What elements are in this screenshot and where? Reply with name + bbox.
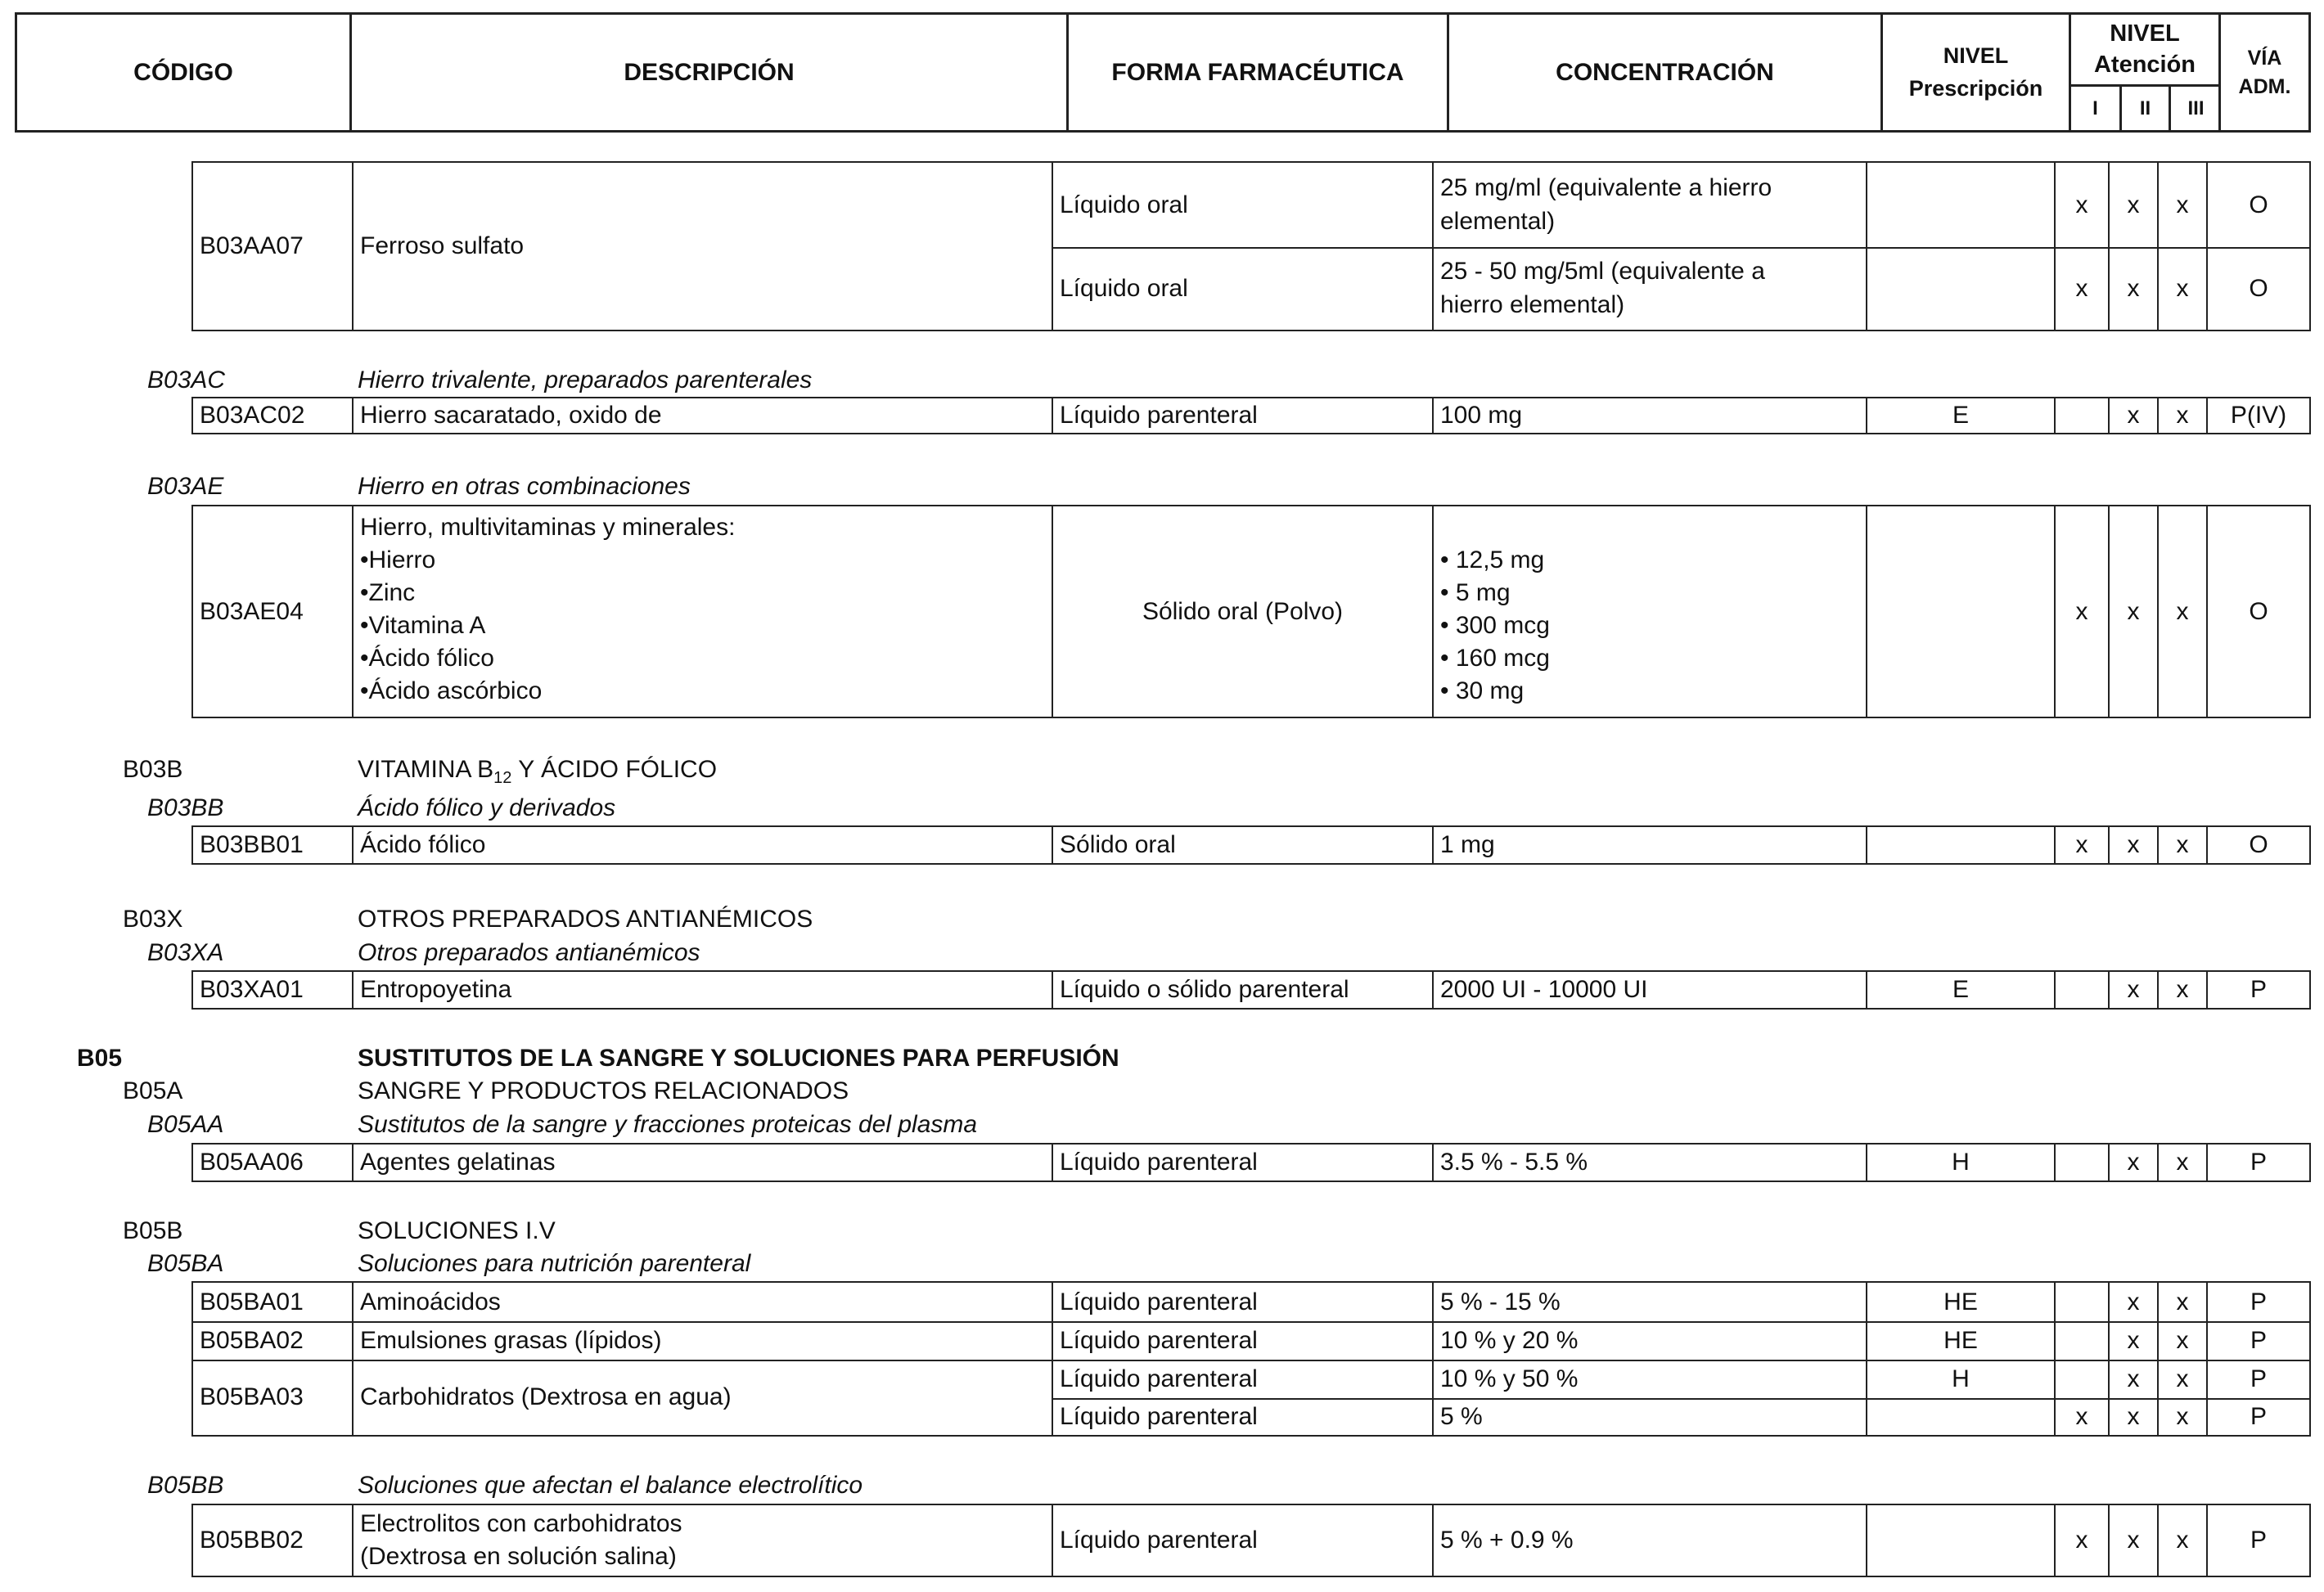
row-description-line: •Vitamina A: [360, 612, 486, 639]
header-forma: FORMA FARMACÉUTICA: [1069, 15, 1449, 130]
header-descripcion: DESCRIPCIÓN: [352, 15, 1069, 130]
row-atencion-ii: x: [2110, 247, 2159, 330]
row-code: B03XA01: [193, 972, 354, 1008]
row-atencion-i: [2056, 1360, 2110, 1398]
row-description-line: Electrolitos con carbohidratos: [360, 1510, 682, 1537]
row-concentracion: 2000 UI - 10000 UI: [1434, 972, 1867, 1008]
group-title: [358, 758, 717, 786]
row-nivel-prescripcion: E: [1867, 398, 2056, 433]
header-nivel-atencion-line1: NIVEL: [2110, 20, 2180, 47]
row-description: Carbohidratos (Dextrosa en agua): [354, 1360, 1053, 1435]
row-description: Hierro sacaratado, oxido de: [354, 398, 1053, 433]
row-description-line: (Dextrosa en solución salina): [360, 1543, 677, 1570]
row-atencion-ii: x: [2110, 506, 2159, 717]
row-nivel-prescripcion: [1867, 506, 2056, 717]
row-nivel-prescripcion: E: [1867, 972, 2056, 1008]
row-nivel-prescripcion: HE: [1867, 1321, 2056, 1360]
row-atencion-ii: x: [2110, 827, 2159, 863]
row-concentracion-line: • 160 mcg: [1440, 645, 1550, 672]
group-title-text: VITAMINA B: [358, 756, 494, 783]
row-via: P: [2250, 1527, 2267, 1554]
row-atencion-iii: x: [2159, 972, 2208, 1008]
table-row-b03ae04: [191, 505, 2311, 718]
row-concentracion-line: • 30 mg: [1440, 677, 1525, 704]
row-atencion-ii: x: [2110, 972, 2159, 1008]
row-forma: Líquido o sólido parenteral: [1053, 972, 1434, 1008]
row-via: P: [2250, 976, 2267, 1003]
row-description: [354, 506, 1053, 717]
row-atencion-iii: x: [2159, 506, 2208, 717]
row-atencion-iii: x: [2159, 1505, 2208, 1576]
row-concentracion: 10 % y 20 %: [1434, 1321, 1867, 1360]
row-atencion-i: x: [2056, 1398, 2110, 1435]
row-concentracion-line: • 12,5 mg: [1440, 546, 1545, 573]
table-row-b03xa01: [191, 970, 2311, 1010]
row-via: O: [2249, 597, 2268, 625]
table-row-b05ba03: [193, 1360, 2309, 1435]
row-atencion-iii: x: [2159, 1145, 2208, 1181]
header-via-line2: ADM.: [2238, 74, 2291, 98]
group-code: B05BA: [147, 1250, 224, 1277]
row-nivel-prescripcion: H: [1867, 1145, 2056, 1181]
group-code: B03AC: [147, 367, 226, 394]
table-row-b05bb02: [191, 1504, 2311, 1577]
group-title: Otros preparados antianémicos: [358, 939, 700, 966]
header-via: [2221, 15, 2308, 130]
row-code: B05BA03: [193, 1360, 354, 1435]
group-code: B05: [77, 1045, 123, 1072]
row-atencion-i: [2056, 1321, 2110, 1360]
row-nivel-prescripcion: [1867, 1398, 2056, 1435]
row-via: P: [2250, 1288, 2267, 1315]
row-via: P: [2250, 1402, 2267, 1430]
row-code: B05BA02: [193, 1321, 354, 1360]
row-atencion-ii: x: [2110, 163, 2159, 247]
row-atencion-i: x: [2056, 506, 2110, 717]
row-via: O: [2249, 274, 2268, 302]
group-code: B03AE: [147, 473, 224, 500]
group-code: B05A: [123, 1077, 183, 1104]
row-concentracion: [1434, 506, 1867, 717]
group-title: Hierro trivalente, preparados parenterales: [358, 367, 813, 394]
row-via: P: [2250, 1149, 2267, 1176]
group-title: SUSTITUTOS DE LA SANGRE Y SOLUCIONES PARA PERFUSIÓN: [358, 1045, 1119, 1072]
row-nivel-prescripcion: HE: [1867, 1283, 2056, 1321]
row-atencion-iii: x: [2159, 398, 2208, 433]
header-atencion-i: I: [2071, 87, 2122, 130]
row-atencion-iii: x: [2159, 1283, 2208, 1321]
group-code: B05AA: [147, 1111, 224, 1138]
row-concentracion: 100 mg: [1434, 398, 1867, 433]
row-description: Aminoácidos: [354, 1283, 1053, 1321]
row-description: Ferroso sulfato: [354, 163, 1053, 330]
row-concentracion: 5 %: [1434, 1398, 1867, 1435]
row-atencion-iii: x: [2159, 1360, 2208, 1398]
group-title-subscript: 12: [493, 769, 512, 787]
group-title: SOLUCIONES I.V: [358, 1217, 556, 1244]
table-row-b05ba02: [193, 1321, 2309, 1360]
header-concentracion: CONCENTRACIÓN: [1449, 15, 1883, 130]
row-nivel-prescripcion: [1867, 247, 2056, 330]
row-atencion-i: [2056, 1283, 2110, 1321]
row-nivel-prescripcion: [1867, 163, 2056, 247]
row-atencion-i: x: [2056, 163, 2110, 247]
header-atencion-iii: III: [2187, 97, 2205, 119]
row-atencion-ii: x: [2110, 398, 2159, 433]
group-code: B03B: [123, 756, 183, 783]
row-nivel-prescripcion: [1867, 1505, 2056, 1576]
row-concentracion-line1: 25 mg/ml (equivalente a hierro: [1440, 174, 1772, 201]
row-code: B05BA01: [193, 1283, 354, 1321]
row-concentracion: [1434, 247, 1867, 330]
row-code: B05BB02: [193, 1505, 354, 1576]
row-atencion-ii: x: [2110, 1505, 2159, 1576]
row-forma: Sólido oral: [1053, 827, 1434, 863]
group-title: Ácido fólico y derivados: [358, 794, 616, 821]
row-concentracion-line1: 25 - 50 mg/5ml (equivalente a: [1440, 258, 1765, 285]
row-atencion-iii: x: [2159, 1398, 2208, 1435]
row-atencion-ii: x: [2110, 1321, 2159, 1360]
row-forma: Líquido parenteral: [1053, 1283, 1434, 1321]
row-atencion-i: [2056, 972, 2110, 1008]
group-title: OTROS PREPARADOS ANTIANÉMICOS: [358, 906, 813, 933]
group-title: SANGRE Y PRODUCTOS RELACIONADOS: [358, 1077, 849, 1104]
table-block-b05ba: [191, 1281, 2311, 1437]
row-atencion-i: x: [2056, 1505, 2110, 1576]
row-code: B03AA07: [193, 163, 354, 330]
row-concentracion: [1434, 163, 1867, 247]
group-code: B05B: [123, 1217, 183, 1244]
header-nivel-prescripcion-line2: Prescripción: [1908, 75, 2043, 101]
row-atencion-i: x: [2056, 827, 2110, 863]
row-code: B05AA06: [193, 1145, 354, 1181]
row-forma: Líquido oral: [1053, 163, 1434, 247]
row-atencion-i: [2056, 398, 2110, 433]
row-atencion-i: [2056, 1145, 2110, 1181]
header-atencion-ii: II: [2122, 87, 2171, 130]
row-concentracion-line2: hierro elemental): [1440, 290, 1625, 318]
row-forma: Líquido oral: [1053, 247, 1434, 330]
row-concentracion-line: • 300 mcg: [1440, 612, 1550, 639]
row-nivel-prescripcion: H: [1867, 1360, 2056, 1398]
row-description-line: •Ácido ascórbico: [360, 677, 543, 704]
row-atencion-ii: x: [2110, 1145, 2159, 1181]
table-row-b03aa07: [191, 161, 2311, 331]
row-via: P(IV): [2230, 402, 2287, 429]
row-atencion-i: x: [2056, 247, 2110, 330]
row-atencion-ii: x: [2110, 1398, 2159, 1435]
row-via: O: [2249, 191, 2268, 218]
row-description: Agentes gelatinas: [354, 1145, 1053, 1181]
group-title-text: Y ÁCIDO FÓLICO: [511, 756, 718, 783]
group-code: B03X: [123, 906, 183, 933]
row-code: B03AC02: [193, 398, 354, 433]
row-via: P: [2250, 1365, 2267, 1392]
header-via-line1: VÍA: [2247, 46, 2282, 70]
row-atencion-iii: x: [2159, 1321, 2208, 1360]
group-title: Sustitutos de la sangre y fracciones proteicas del plasma: [358, 1111, 978, 1138]
row-description: Entropoyetina: [354, 972, 1053, 1008]
header-nivel-atencion-line2: Atención: [2093, 51, 2196, 78]
row-concentracion: 1 mg: [1434, 827, 1867, 863]
header-nivel-prescripcion: [1883, 15, 2071, 130]
header-nivel-prescripcion-line1: NIVEL: [1943, 43, 2009, 69]
row-forma: Líquido parenteral: [1053, 1505, 1434, 1576]
row-atencion-ii: x: [2110, 1360, 2159, 1398]
group-title: Soluciones para nutrición parenteral: [358, 1250, 751, 1277]
group-code: B03BB: [147, 794, 224, 821]
row-via: O: [2249, 831, 2268, 858]
row-via: P: [2250, 1326, 2267, 1354]
row-forma: Líquido parenteral: [1053, 1360, 1434, 1398]
row-description: Emulsiones grasas (lípidos): [354, 1321, 1053, 1360]
table-row-b05aa06: [191, 1143, 2311, 1182]
row-concentracion-line2: elemental): [1440, 207, 1556, 235]
header-nivel-atencion: [2071, 15, 2221, 130]
row-concentracion: 3.5 % - 5.5 %: [1434, 1145, 1867, 1181]
row-description-line: •Ácido fólico: [360, 645, 494, 672]
row-code: B03AE04: [193, 506, 354, 717]
row-description: Ácido fólico: [354, 827, 1053, 863]
row-description: [354, 1505, 1053, 1576]
group-title: Hierro en otras combinaciones: [358, 473, 691, 500]
row-concentracion: 5 % + 0.9 %: [1434, 1505, 1867, 1576]
row-concentracion: 10 % y 50 %: [1434, 1360, 1867, 1398]
table-row-b03ac02: [191, 397, 2311, 434]
row-concentracion-line: • 5 mg: [1440, 579, 1511, 606]
row-atencion-ii: x: [2110, 1283, 2159, 1321]
row-code: B03BB01: [193, 827, 354, 863]
row-nivel-prescripcion: [1867, 827, 2056, 863]
row-concentracion: 5 % - 15 %: [1434, 1283, 1867, 1321]
table-row-b03bb01: [191, 825, 2311, 865]
row-forma: Líquido parenteral: [1053, 398, 1434, 433]
row-description-line: Hierro, multivitaminas y minerales:: [360, 514, 736, 541]
row-description-line: •Zinc: [360, 579, 416, 606]
row-description-line: •Hierro: [360, 546, 436, 573]
row-atencion-iii: x: [2159, 247, 2208, 330]
group-title: Soluciones que afectan el balance electrolítico: [358, 1472, 863, 1499]
group-code: B05BB: [147, 1472, 224, 1499]
row-atencion-iii: x: [2159, 827, 2208, 863]
row-atencion-iii: x: [2159, 163, 2208, 247]
row-forma: Líquido parenteral: [1053, 1321, 1434, 1360]
group-code: B03XA: [147, 939, 224, 966]
row-forma: Líquido parenteral: [1053, 1398, 1434, 1435]
table-row-b05ba01: [193, 1283, 2309, 1321]
row-forma: Sólido oral (Polvo): [1053, 506, 1434, 717]
row-forma: Líquido parenteral: [1053, 1145, 1434, 1181]
table-header: [15, 12, 2311, 133]
header-codigo: CÓDIGO: [17, 15, 352, 130]
